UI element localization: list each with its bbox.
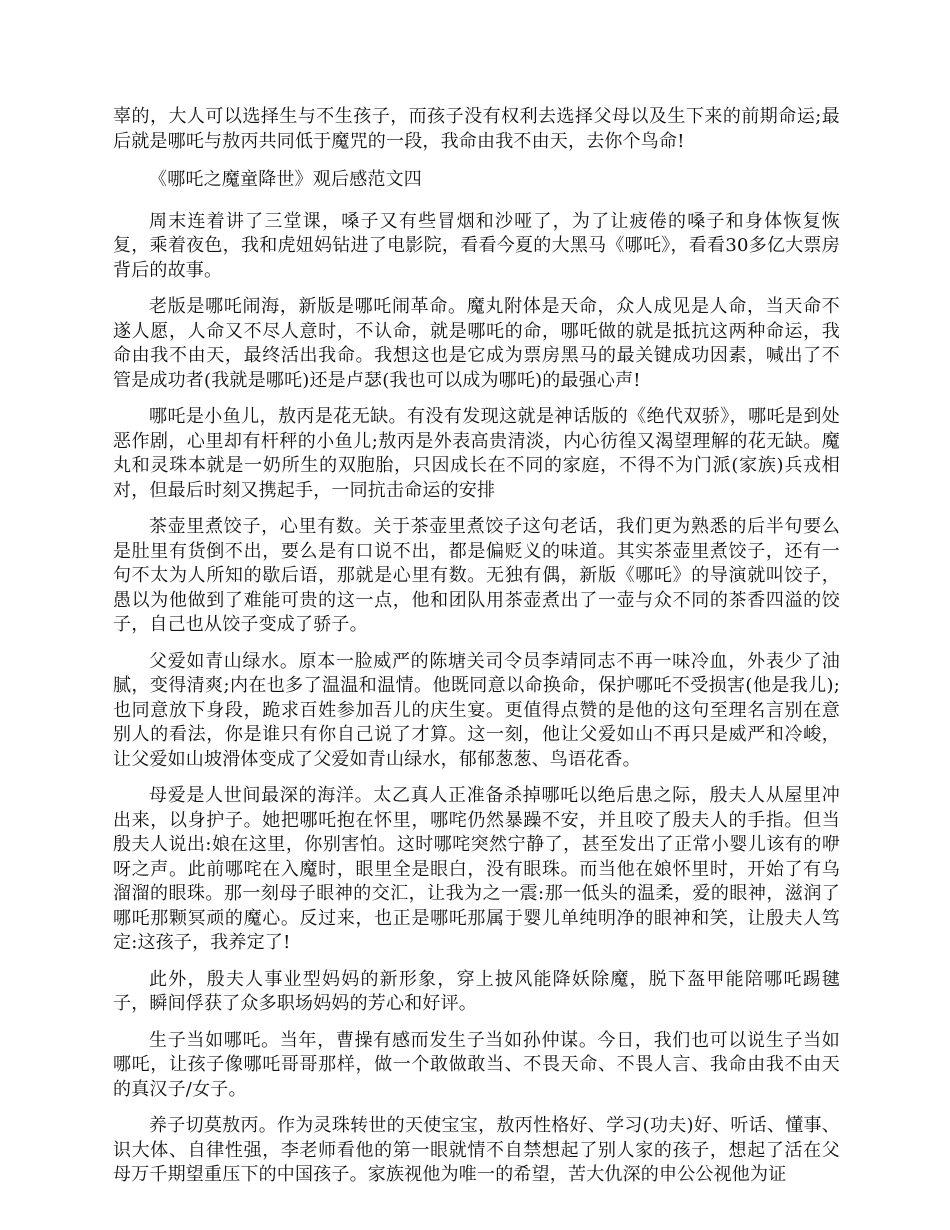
paragraph: 此外，殷夫人事业型妈妈的新形象，穿上披风能降妖除魔，脱下盔甲能陪哪吒踢毽子，瞬间俘获了众多职场妈妈的芳心和好评。: [113, 968, 840, 1014]
paragraph: 老版是哪吒闹海，新版是哪吒闹革命。魔丸附体是天命，众人成见是人命，当天命不遂人愿，人命又不尽人意时，不认命，就是哪吒的命，哪吒做的就是抵抗这两种命运，我命由我不由天，最终活出我命。我想这也是它成为票房黑马的最关键成功因素，喊出了不管是成功者(我就是哪吒)还是卢瑟(我也可以成为哪吒)的最强心声!: [113, 296, 840, 391]
paragraph: 周末连着讲了三堂课，嗓子又有些冒烟和沙哑了，为了让疲倦的嗓子和身体恢复恢复，乘着夜色，我和虎妞妈钻进了电影院，看看今夏的大黑马《哪吒》，看看30多亿大票房背后的故事。: [113, 210, 840, 281]
paragraph: 母爱是人世间最深的海洋。太乙真人正准备杀掉哪吒以绝后患之际，殷夫人从屋里冲出来，以身护子。她把哪吒抱在怀里，哪咤仍然暴躁不安，并且咬了殷夫人的手指。但当殷夫人说出:娘在这里，你别害怕。这时哪咤突然宁静了，甚至发出了正常小婴儿该有的咿呀之声。此前哪咤在入魔时，眼里全是眼白，没有眼珠。而当他在娘怀里时，开始了有乌溜溜的眼珠。那一刻母子眼神的交汇，让我为之一震:那一低头的温柔，爱的眼神，滋润了哪吒那颗冥顽的魔心。反过来，也正是哪吒那属于婴儿单纯明净的眼神和笑，让殷夫人笃定:这孩子，我养定了!: [113, 785, 840, 953]
paragraph: 养子切莫敖丙。作为灵珠转世的天使宝宝，敖丙性格好、学习(功夫)好、听话、懂事、识大体、自律性强，李老师看他的第一眼就情不自禁想起了别人家的孩子，想起了活在父母万千期望重压下的中国孩子。家族视他为唯一的希望，苦大仇深的申公公视他为证: [113, 1115, 840, 1185]
paragraph: 哪吒是小鱼儿，敖丙是花无缺。有没有发现这就是神话版的《绝代双骄》，哪吒是到处恶作剧，心里却有杆秤的小鱼儿;敖丙是外表高贵清淡，内心彷徨又渴望理解的花无缺。魔丸和灵珠本就是一奶所生的双胞胎，只因成长在不同的家庭，不得不为门派(家族)兵戎相对，但最后时刻又携起手，一同抗击命运的安排: [113, 406, 840, 501]
paragraph: 父爱如青山绿水。原本一脸威严的陈塘关司令员李靖同志不再一味冷血，外表少了油腻，变得清爽;内在也多了温温和温情。他既同意以命换命，保护哪吒不受损害(他是我儿);也同意放下身段，跪求百姓参加吾儿的庆生宴。更值得点赞的是他的这句至理名言别在意别人的看法，你是谁只有你自己说了才算。这一刻，他让父爱如山不再只是威严和冷峻，让父爱如山坡滑体变成了父爱如青山绿水，郁郁葱葱、鸟语花香。: [113, 650, 840, 770]
document-body: [113, 105, 840, 1200]
paragraph: 生子当如哪吒。当年，曹操有感而发生子当如孙仲谋。今日，我们也可以说生子当如哪吒，让孩子像哪吒哥哥那样，做一个敢做敢当、不畏天命、不畏人言、我命由我不由天的真汉子/女子。: [113, 1029, 840, 1100]
paragraph: 茶壶里煮饺子，心里有数。关于茶壶里煮饺子这句老话，我们更为熟悉的后半句要么是肚里有货倒不出，要么是有口说不出，都是偏贬义的味道。其实茶壶里煮饺子，还有一句不太为人所知的歇后语，那就是心里有数。无独有偶，新版《哪吒》的导演就叫饺子，愚以为他做到了难能可贵的这一点，他和团队用茶壶煮出了一壶与众不同的茶香四溢的饺子，自己也从饺子变成了骄子。: [113, 516, 840, 635]
paragraph-continuation: 辜的，大人可以选择生与不生孩子，而孩子没有权利去选择父母以及生下来的前期命运;最后就是哪吒与敖丙共同低于魔咒的一段，我命由我不由天，去你个鸟命!: [113, 106, 840, 152]
section-heading: 《哪吒之魔童降世》观后感范文四: [149, 169, 422, 190]
